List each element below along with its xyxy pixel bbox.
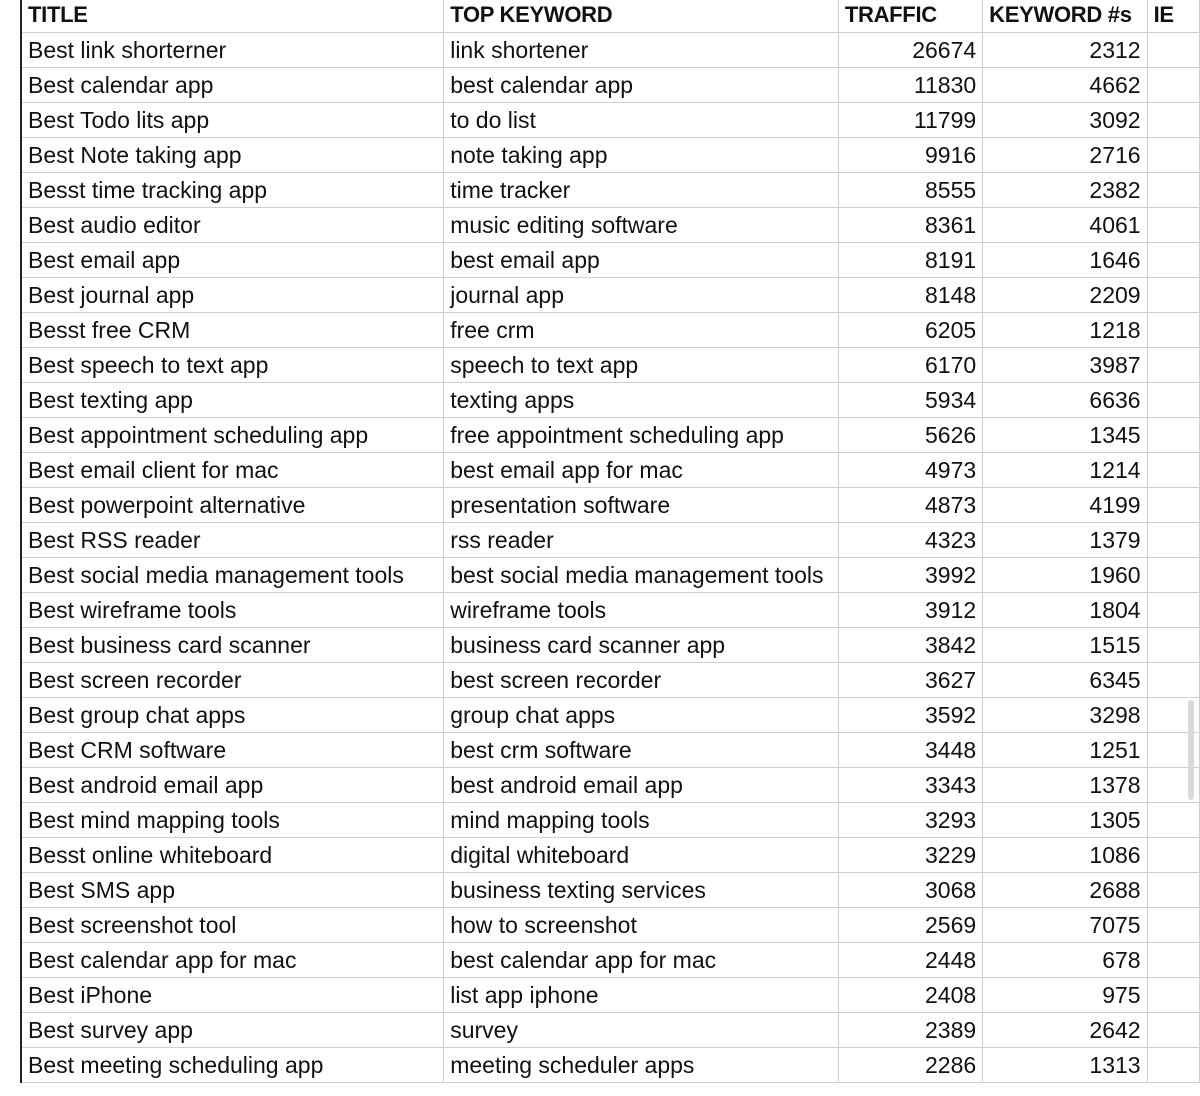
table-row — [21, 978, 1200, 1013]
cell-traffic[interactable]: 2389 — [838, 1013, 982, 1048]
cell-top-keyword[interactable]: best calendar app for mac — [444, 943, 839, 978]
cell-top-keyword[interactable]: free crm — [444, 313, 839, 348]
cell-top-keyword[interactable]: note taking app — [444, 138, 839, 173]
cell-title[interactable]: Best calendar app — [21, 68, 444, 103]
cell-title[interactable]: Best CRM software — [21, 733, 444, 768]
cell-title[interactable]: Best social media management tools — [21, 558, 444, 593]
cell-extra[interactable] — [1147, 453, 1199, 488]
table-row — [21, 103, 1200, 138]
cell-keyword-count[interactable]: 1345 — [983, 418, 1147, 453]
table-row — [21, 348, 1200, 383]
cell-top-keyword[interactable]: best social media management tools — [444, 558, 839, 593]
cell-title[interactable]: Best screenshot tool — [21, 908, 444, 943]
cell-extra[interactable] — [1147, 173, 1199, 208]
cell-traffic[interactable]: 3229 — [838, 838, 982, 873]
table-row — [21, 418, 1200, 453]
cell-title[interactable]: Best iPhone — [21, 978, 444, 1013]
table-row — [21, 278, 1200, 313]
vertical-scrollbar[interactable] — [1188, 700, 1194, 800]
table-row — [21, 33, 1200, 68]
cell-traffic[interactable]: 8555 — [838, 173, 982, 208]
cell-keyword-count[interactable]: 3092 — [983, 103, 1147, 138]
cell-top-keyword[interactable]: journal app — [444, 278, 839, 313]
cell-top-keyword[interactable]: texting apps — [444, 383, 839, 418]
cell-extra[interactable] — [1147, 243, 1199, 278]
cell-traffic[interactable]: 3448 — [838, 733, 982, 768]
cell-top-keyword[interactable]: meeting scheduler apps — [444, 1048, 839, 1083]
cell-extra[interactable] — [1147, 873, 1199, 908]
cell-top-keyword[interactable]: music editing software — [444, 208, 839, 243]
cell-top-keyword[interactable]: best email app — [444, 243, 839, 278]
table-row — [21, 838, 1200, 873]
cell-title[interactable]: Best email app — [21, 243, 444, 278]
table-row — [21, 803, 1200, 838]
cell-keyword-count[interactable]: 1214 — [983, 453, 1147, 488]
cell-top-keyword[interactable]: best calendar app — [444, 68, 839, 103]
cell-traffic[interactable]: 4323 — [838, 523, 982, 558]
cell-keyword-count[interactable]: 4199 — [983, 488, 1147, 523]
table-row — [21, 1048, 1200, 1083]
cell-traffic[interactable]: 6205 — [838, 313, 982, 348]
table-row — [21, 908, 1200, 943]
cell-title[interactable]: Best link shorterner — [21, 33, 444, 68]
cell-extra[interactable] — [1147, 313, 1199, 348]
cell-extra[interactable] — [1147, 103, 1199, 138]
cell-extra[interactable] — [1147, 523, 1199, 558]
table-row — [21, 243, 1200, 278]
cell-keyword-count[interactable]: 1086 — [983, 838, 1147, 873]
cell-extra[interactable] — [1147, 593, 1199, 628]
cell-keyword-count[interactable]: 2688 — [983, 873, 1147, 908]
cell-keyword-count[interactable]: 6636 — [983, 383, 1147, 418]
cell-keyword-count[interactable]: 1378 — [983, 768, 1147, 803]
cell-traffic[interactable]: 5934 — [838, 383, 982, 418]
cell-keyword-count[interactable]: 1305 — [983, 803, 1147, 838]
cell-traffic[interactable]: 8191 — [838, 243, 982, 278]
cell-traffic[interactable]: 2569 — [838, 908, 982, 943]
cell-traffic[interactable]: 3842 — [838, 628, 982, 663]
cell-extra[interactable] — [1147, 278, 1199, 313]
cell-keyword-count[interactable]: 2642 — [983, 1013, 1147, 1048]
cell-extra[interactable] — [1147, 978, 1199, 1013]
cell-title[interactable]: Best meeting scheduling app — [21, 1048, 444, 1083]
cell-top-keyword[interactable]: best android email app — [444, 768, 839, 803]
cell-extra[interactable] — [1147, 1013, 1199, 1048]
cell-top-keyword[interactable]: group chat apps — [444, 698, 839, 733]
cell-keyword-count[interactable]: 1960 — [983, 558, 1147, 593]
cell-top-keyword[interactable]: best email app for mac — [444, 453, 839, 488]
cell-extra[interactable] — [1147, 663, 1199, 698]
cell-keyword-count[interactable]: 1313 — [983, 1048, 1147, 1083]
cell-traffic[interactable]: 4973 — [838, 453, 982, 488]
table-row — [21, 943, 1200, 978]
cell-extra[interactable] — [1147, 33, 1199, 68]
cell-traffic[interactable]: 3293 — [838, 803, 982, 838]
column-header-top-keyword[interactable]: TOP KEYWORD — [444, 0, 839, 33]
cell-top-keyword[interactable]: business card scanner app — [444, 628, 839, 663]
cell-title[interactable]: Best RSS reader — [21, 523, 444, 558]
cell-keyword-count[interactable]: 3298 — [983, 698, 1147, 733]
cell-traffic[interactable]: 9916 — [838, 138, 982, 173]
cell-top-keyword[interactable]: free appointment scheduling app — [444, 418, 839, 453]
cell-extra[interactable] — [1147, 418, 1199, 453]
table-row — [21, 523, 1200, 558]
table-row — [21, 383, 1200, 418]
cell-keyword-count[interactable]: 2312 — [983, 33, 1147, 68]
cell-title[interactable]: Best survey app — [21, 1013, 444, 1048]
cell-extra[interactable] — [1147, 908, 1199, 943]
cell-title[interactable]: Best texting app — [21, 383, 444, 418]
cell-title[interactable]: Best screen recorder — [21, 663, 444, 698]
cell-top-keyword[interactable]: link shortener — [444, 33, 839, 68]
cell-traffic[interactable]: 6170 — [838, 348, 982, 383]
cell-title[interactable]: Best Note taking app — [21, 138, 444, 173]
cell-keyword-count[interactable]: 2382 — [983, 173, 1147, 208]
cell-top-keyword[interactable]: mind mapping tools — [444, 803, 839, 838]
table-row — [21, 768, 1200, 803]
column-header-extra[interactable]: IE — [1147, 0, 1199, 33]
cell-extra[interactable] — [1147, 68, 1199, 103]
cell-keyword-count[interactable]: 1515 — [983, 628, 1147, 663]
cell-title[interactable]: Best audio editor — [21, 208, 444, 243]
cell-traffic[interactable]: 26674 — [838, 33, 982, 68]
cell-extra[interactable] — [1147, 138, 1199, 173]
table-row — [21, 313, 1200, 348]
cell-keyword-count[interactable]: 1646 — [983, 243, 1147, 278]
table-row — [21, 733, 1200, 768]
cell-extra[interactable] — [1147, 628, 1199, 663]
table-row — [21, 558, 1200, 593]
cell-top-keyword[interactable]: wireframe tools — [444, 593, 839, 628]
cell-traffic[interactable]: 3068 — [838, 873, 982, 908]
cell-keyword-count[interactable]: 4662 — [983, 68, 1147, 103]
cell-extra[interactable] — [1147, 383, 1199, 418]
cell-extra[interactable] — [1147, 803, 1199, 838]
cell-title[interactable]: Best powerpoint alternative — [21, 488, 444, 523]
cell-title[interactable]: Best speech to text app — [21, 348, 444, 383]
cell-keyword-count[interactable]: 1251 — [983, 733, 1147, 768]
cell-keyword-count[interactable]: 4061 — [983, 208, 1147, 243]
header-row — [21, 0, 1200, 33]
table-row — [21, 68, 1200, 103]
cell-traffic[interactable]: 8148 — [838, 278, 982, 313]
cell-title[interactable]: Best journal app — [21, 278, 444, 313]
column-header-traffic[interactable]: TRAFFIC — [838, 0, 982, 33]
cell-top-keyword[interactable]: to do list — [444, 103, 839, 138]
table-row — [21, 698, 1200, 733]
cell-title[interactable]: Best email client for mac — [21, 453, 444, 488]
table-row — [21, 173, 1200, 208]
cell-keyword-count[interactable]: 3987 — [983, 348, 1147, 383]
cell-keyword-count[interactable]: 1218 — [983, 313, 1147, 348]
cell-top-keyword[interactable]: rss reader — [444, 523, 839, 558]
cell-top-keyword[interactable]: time tracker — [444, 173, 839, 208]
cell-traffic[interactable]: 3992 — [838, 558, 982, 593]
cell-title[interactable]: Best android email app — [21, 768, 444, 803]
cell-top-keyword[interactable]: how to screenshot — [444, 908, 839, 943]
cell-keyword-count[interactable]: 975 — [983, 978, 1147, 1013]
table-row — [21, 1013, 1200, 1048]
table-row — [21, 593, 1200, 628]
cell-top-keyword[interactable]: presentation software — [444, 488, 839, 523]
table-body — [21, 33, 1200, 1083]
cell-keyword-count[interactable]: 6345 — [983, 663, 1147, 698]
cell-top-keyword[interactable]: survey — [444, 1013, 839, 1048]
cell-extra[interactable] — [1147, 208, 1199, 243]
cell-top-keyword[interactable]: best screen recorder — [444, 663, 839, 698]
column-header-keyword-count[interactable]: KEYWORD #s — [983, 0, 1147, 33]
cell-title[interactable]: Best appointment scheduling app — [21, 418, 444, 453]
table-row — [21, 138, 1200, 173]
cell-traffic[interactable]: 4873 — [838, 488, 982, 523]
table-row — [21, 488, 1200, 523]
cell-traffic[interactable]: 3592 — [838, 698, 982, 733]
cell-traffic[interactable]: 11830 — [838, 68, 982, 103]
cell-keyword-count[interactable]: 678 — [983, 943, 1147, 978]
cell-title[interactable]: Besst online whiteboard — [21, 838, 444, 873]
cell-traffic[interactable]: 5626 — [838, 418, 982, 453]
cell-title[interactable]: Besst time tracking app — [21, 173, 444, 208]
cell-top-keyword[interactable]: speech to text app — [444, 348, 839, 383]
cell-title[interactable]: Best group chat apps — [21, 698, 444, 733]
table-row — [21, 628, 1200, 663]
cell-keyword-count[interactable]: 1804 — [983, 593, 1147, 628]
cell-traffic[interactable]: 3343 — [838, 768, 982, 803]
cell-extra[interactable] — [1147, 348, 1199, 383]
cell-traffic[interactable]: 3627 — [838, 663, 982, 698]
cell-traffic[interactable]: 2408 — [838, 978, 982, 1013]
table-row — [21, 663, 1200, 698]
cell-top-keyword[interactable]: list app iphone — [444, 978, 839, 1013]
cell-title[interactable]: Besst free CRM — [21, 313, 444, 348]
cell-extra[interactable] — [1147, 838, 1199, 873]
table-row — [21, 208, 1200, 243]
cell-keyword-count[interactable]: 1379 — [983, 523, 1147, 558]
cell-title[interactable]: Best mind mapping tools — [21, 803, 444, 838]
cell-keyword-count[interactable]: 2209 — [983, 278, 1147, 313]
column-header-title[interactable]: TITLE — [21, 0, 444, 33]
cell-extra[interactable] — [1147, 1048, 1199, 1083]
cell-traffic[interactable]: 2286 — [838, 1048, 982, 1083]
cell-title[interactable]: Best calendar app for mac — [21, 943, 444, 978]
cell-extra[interactable] — [1147, 558, 1199, 593]
cell-title[interactable]: Best business card scanner — [21, 628, 444, 663]
cell-keyword-count[interactable]: 2716 — [983, 138, 1147, 173]
cell-traffic[interactable]: 2448 — [838, 943, 982, 978]
cell-traffic[interactable]: 3912 — [838, 593, 982, 628]
cell-extra[interactable] — [1147, 943, 1199, 978]
cell-title[interactable]: Best Todo lits app — [21, 103, 444, 138]
cell-top-keyword[interactable]: digital whiteboard — [444, 838, 839, 873]
keyword-table — [20, 0, 1200, 1083]
table-row — [21, 453, 1200, 488]
cell-top-keyword[interactable]: business texting services — [444, 873, 839, 908]
cell-keyword-count[interactable]: 7075 — [983, 908, 1147, 943]
cell-top-keyword[interactable]: best crm software — [444, 733, 839, 768]
cell-traffic[interactable]: 8361 — [838, 208, 982, 243]
table-row — [21, 873, 1200, 908]
cell-title[interactable]: Best wireframe tools — [21, 593, 444, 628]
cell-title[interactable]: Best SMS app — [21, 873, 444, 908]
cell-extra[interactable] — [1147, 488, 1199, 523]
cell-traffic[interactable]: 11799 — [838, 103, 982, 138]
